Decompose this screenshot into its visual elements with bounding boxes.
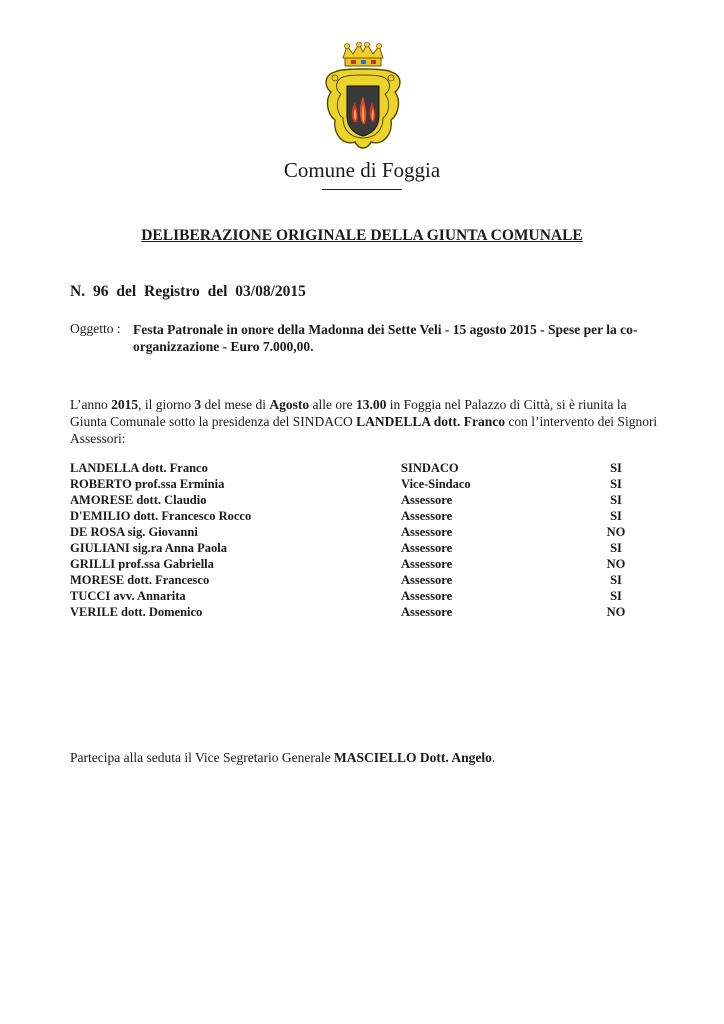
attendance-row xyxy=(70,460,660,476)
attendance-row xyxy=(70,604,660,620)
closing-name: MASCIELLO Dott. Angelo xyxy=(333,750,492,765)
intro-day: 3 xyxy=(194,397,202,412)
member-name: AMORESE dott. Claudio xyxy=(70,493,207,507)
member-name: VERILE dott. Domenico xyxy=(70,605,203,619)
member-role: Assessore xyxy=(401,557,453,571)
member-presence: SI xyxy=(610,493,622,507)
municipality-title: Comune di Foggia xyxy=(283,158,441,182)
coat-of-arms-icon xyxy=(321,42,405,158)
member-presence: NO xyxy=(606,557,626,571)
member-presence: NO xyxy=(606,525,626,539)
member-name: D'EMILIO dott. Francesco Rocco xyxy=(70,509,252,523)
registro-number: N. 96 xyxy=(70,283,109,300)
oggetto-label: Oggetto : xyxy=(70,321,121,336)
member-name: GRILLI prof.ssa Gabriella xyxy=(70,557,214,571)
member-role: Assessore xyxy=(401,589,453,603)
closing-text: Partecipa alla seduta il Vice Segretario Generale xyxy=(70,750,334,765)
intro-time: 13.00 xyxy=(355,397,387,412)
member-role: Assessore xyxy=(401,525,453,539)
intro-paragraph xyxy=(70,396,660,447)
intro-text: in Foggia nel Palazzo di Città, si è riunita la Giunta Comunale sotto la presidenza del SINDACO xyxy=(70,397,627,429)
intro-text: del mese di xyxy=(201,397,270,412)
intro-year: 2015 xyxy=(111,397,139,412)
member-role: Assessore xyxy=(401,605,453,619)
member-name: MORESE dott. Francesco xyxy=(70,573,210,587)
attendance-row xyxy=(70,556,660,572)
member-role: Assessore xyxy=(401,509,453,523)
member-presence: SI xyxy=(610,589,622,603)
member-role: SINDACO xyxy=(401,461,459,475)
document-heading: DELIBERAZIONE ORIGINALE DELLA GIUNTA COMUNALE xyxy=(141,227,583,244)
intro-text: , il giorno xyxy=(138,397,195,412)
attendance-row xyxy=(70,524,660,540)
member-presence: SI xyxy=(610,461,622,475)
member-presence: SI xyxy=(610,477,622,491)
attendance-row xyxy=(70,476,660,492)
member-name: DE ROSA sig. Giovanni xyxy=(70,525,198,539)
registro-date: 03/08/2015 xyxy=(235,283,306,300)
member-name: TUCCI avv. Annarita xyxy=(70,589,186,603)
member-presence: SI xyxy=(610,541,622,555)
member-presence: SI xyxy=(610,509,622,523)
intro-text: alle ore xyxy=(309,397,356,412)
closing-end: . xyxy=(491,750,496,765)
attendance-row xyxy=(70,508,660,524)
attendance-row xyxy=(70,540,660,556)
registro-line xyxy=(70,283,306,301)
member-presence: SI xyxy=(610,573,622,587)
member-name: GIULIANI sig.ra Anna Paola xyxy=(70,541,227,555)
attendance-list xyxy=(70,460,660,620)
registro-del-1: del xyxy=(116,283,137,300)
registro-word: Registro xyxy=(144,283,200,300)
member-name: ROBERTO prof.ssa Erminia xyxy=(70,477,225,491)
member-role: Assessore xyxy=(401,541,453,555)
attendance-row xyxy=(70,572,660,588)
member-role: Vice-Sindaco xyxy=(401,477,471,491)
registro-del-2: del xyxy=(207,283,228,300)
intro-text: L’anno xyxy=(70,397,112,412)
closing-paragraph xyxy=(70,750,495,766)
oggetto-text: Festa Patronale in onore della Madonna dei Sette Veli - 15 agosto 2015 - Spese per la co-organizzazione - Euro 7.000,00. xyxy=(133,322,638,354)
intro-month: Agosto xyxy=(269,397,310,412)
crown-icon xyxy=(343,42,383,66)
attendance-row xyxy=(70,588,660,604)
member-name: LANDELLA dott. Franco xyxy=(70,461,208,475)
attendance-row xyxy=(70,492,660,508)
member-role: Assessore xyxy=(401,493,453,507)
intro-president: LANDELLA dott. Franco xyxy=(356,414,505,429)
intro-text: con l’intervento dei Signori Assessori: xyxy=(70,414,658,446)
member-presence: NO xyxy=(606,605,626,619)
title-underline-divider xyxy=(322,189,402,190)
member-role: Assessore xyxy=(401,573,453,587)
